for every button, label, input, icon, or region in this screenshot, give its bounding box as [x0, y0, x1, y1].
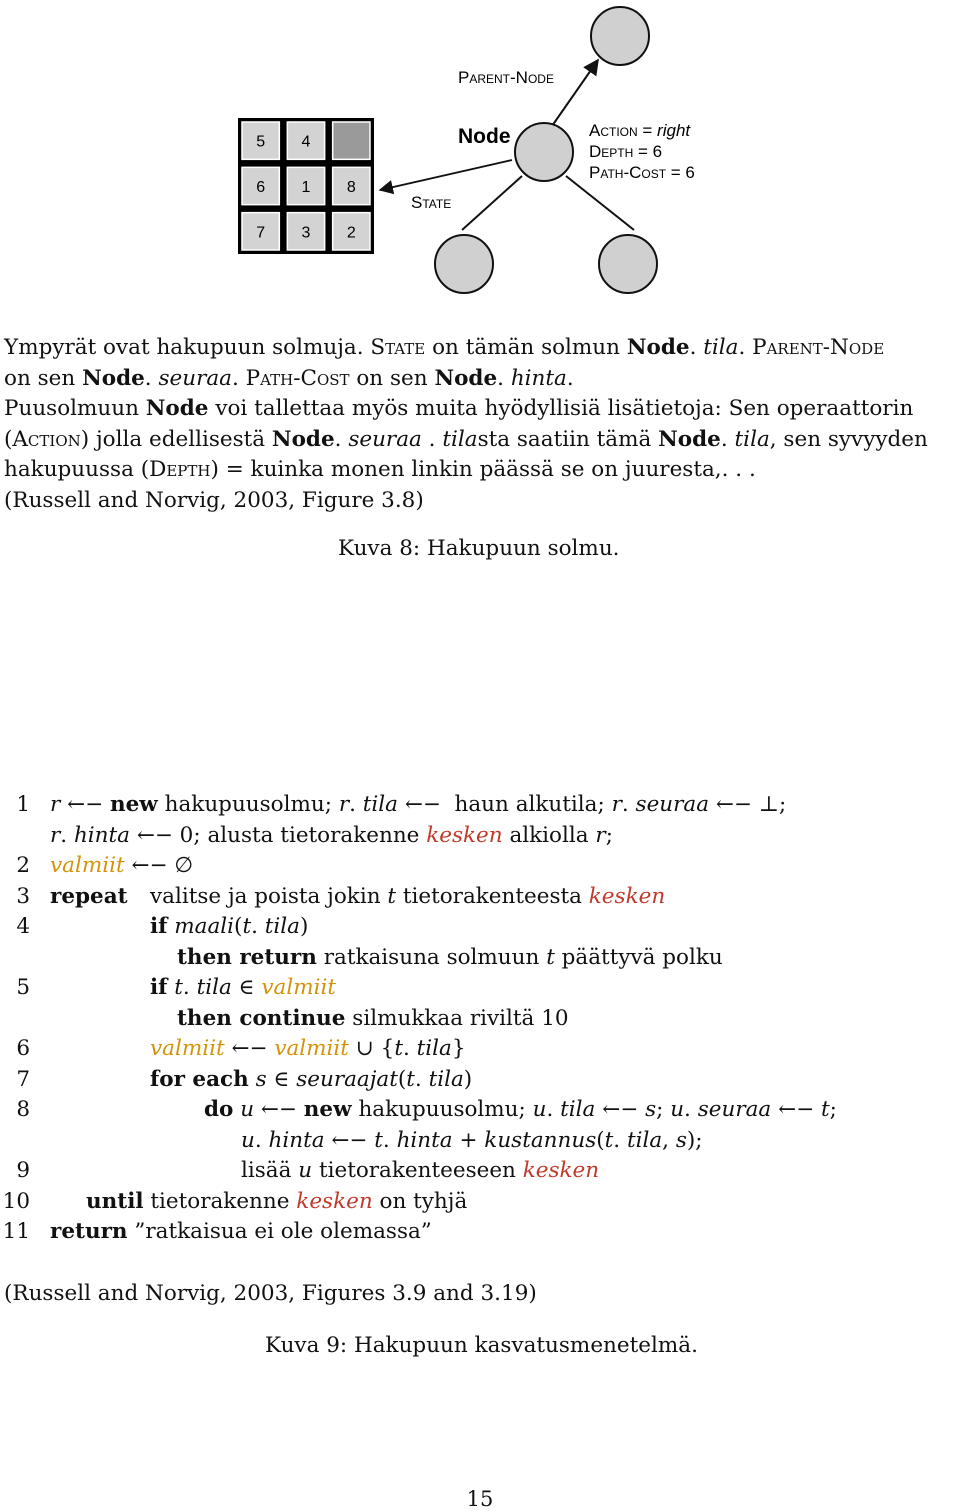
desc-line-3: Puusolmuun Node voi tallettaa myös muita hyödyllisiä lisätietoja: Sen operaattorin [4, 396, 914, 421]
puzzle-tile-label: 6 [256, 178, 266, 196]
label-depth: Depth = 6 [589, 142, 663, 161]
puzzle-tile-label: 8 [346, 178, 356, 196]
current-node-circle [515, 123, 573, 181]
desc-line-2: on sen Node. seuraa. Path-Cost on sen Node. hinta. [4, 365, 574, 391]
figure8-description [4, 333, 956, 516]
puzzle-tile-label: 3 [301, 224, 311, 242]
puzzle-tile-label: 1 [301, 178, 311, 196]
state-arrow [380, 160, 512, 190]
puzzle-tile-label: 4 [301, 133, 311, 151]
algorithm-listing: 1 r ←− new hakupuusolmu; r. tila ←− haun alkutila; r. seuraa ←− ⊥; r. hinta ←− 0; alusta tietorakenne kesken alkiolla r; 2 valmiit ←− ∅ 3 repeat valitse ja poista jokin t tietorakenteesta kesken 4 if maali(t. tila) then return ratkaisuna solmuun t päättyvä polku 5 if t. tila ∈ valmiit then continue silmukkaa riviltä 10 6 valmiit ←− valmiit ∪ {t. tila} 7 for each s ∈ seuraajat(t. tila) 8 do u ←− new hakupuusolmu; u. tila ←− s; u. seuraa ←− t; u. hinta ←− t. hinta + kustannus(t. tila, s); 9 lisää u tietorakenteeseen kesken 10 until tietorakenne kesken on tyhjä 11 return ”ratkaisua ei ole olemassa” [2, 792, 837, 1244]
puzzle-tile-label: 7 [256, 224, 266, 242]
desc-line-4: (Action) jolla edellisestä Node. seuraa . tilasta saatiin tämä Node. tila, sen syvyyden [4, 426, 928, 452]
algorithm-citation: (Russell and Norvig, 2003, Figures 3.9 and 3.19) [4, 1281, 537, 1306]
child-node-right [599, 235, 657, 293]
label-state: State [411, 193, 452, 212]
label-node: Node [458, 125, 511, 148]
child-node-left [435, 235, 493, 293]
edge-to-parent [552, 60, 598, 126]
parent-node-circle [591, 7, 649, 65]
label-parent-node: Parent-Node [458, 68, 554, 87]
label-path-cost: Path-Cost = 6 [589, 163, 695, 182]
edge-child-right [566, 176, 634, 230]
desc-line-5: hakupuussa (Depth) = kuinka monen linkin päässä se on juuresta,. . . [4, 457, 756, 482]
label-action: Action = right [589, 121, 691, 140]
desc-line-6: (Russell and Norvig, 2003, Figure 3.8) [4, 487, 424, 513]
puzzle-tile-label: 2 [346, 224, 356, 242]
puzzle-tile-label: 5 [256, 133, 266, 151]
puzzle-blank-tile [333, 122, 370, 159]
figure9-caption: Kuva 9: Hakupuun kasvatusmenetelmä. [265, 1333, 698, 1358]
search-node-diagram [0, 0, 960, 320]
page-number: 15 [466, 1487, 494, 1511]
puzzle-board [238, 118, 374, 254]
desc-line-1: Ympyrät ovat hakupuun solmuja. State on tämän solmun Node. tila. Parent-Node [4, 335, 885, 360]
figure8-caption: Kuva 8: Hakupuun solmu. [338, 536, 620, 561]
edge-child-left [462, 176, 522, 230]
